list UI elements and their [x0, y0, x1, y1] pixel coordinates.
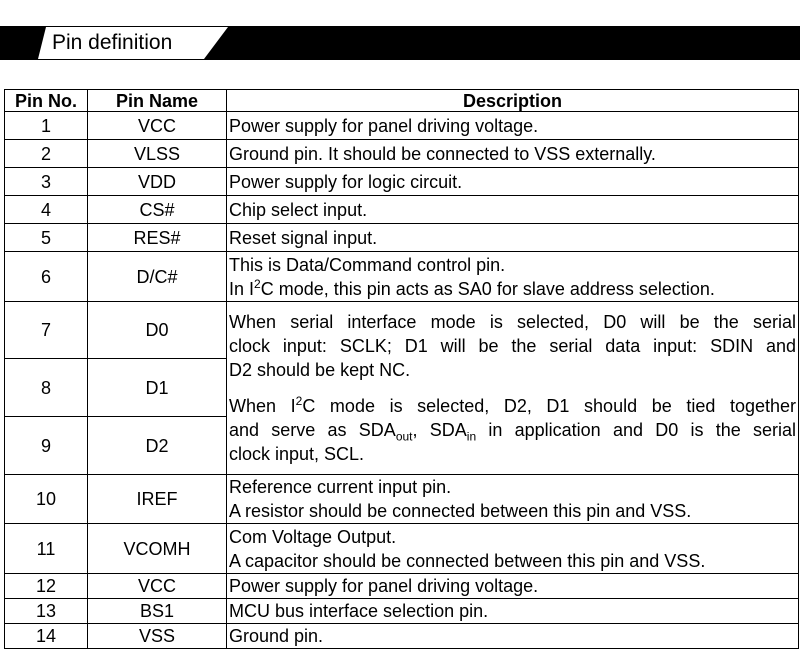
header-pin-name: Pin Name — [88, 90, 227, 112]
pin-description — [227, 475, 799, 524]
text-part: in application and D0 is the serial — [476, 420, 797, 440]
desc-line: A resistor should be connected between this pin and VSS. — [229, 501, 692, 521]
table-row — [5, 524, 799, 574]
pin-no: 8 — [5, 359, 88, 417]
pin-name: D2 — [88, 417, 227, 475]
text-part: When I — [229, 396, 296, 416]
pin-description: Reset signal input. — [227, 224, 799, 252]
table-row — [5, 624, 799, 649]
pin-name: D/C# — [88, 252, 227, 302]
desc-line — [229, 418, 796, 442]
pin-no: 14 — [5, 624, 88, 649]
text-part: C mode, this pin acts as SA0 for slave address selection. — [260, 278, 715, 299]
table-row — [5, 475, 799, 524]
pin-description: Ground pin. It should be connected to VSS externally. — [227, 140, 799, 168]
pin-name: IREF — [88, 475, 227, 524]
header-pin-no: Pin No. — [5, 90, 88, 112]
pin-no: 6 — [5, 252, 88, 302]
desc-line: clock input: SCLK; D1 will be the serial data input: SDIN and — [229, 336, 796, 356]
pin-no: 9 — [5, 417, 88, 475]
pin-description — [227, 524, 799, 574]
pin-no: 4 — [5, 196, 88, 224]
section-title: Pin definition — [52, 31, 173, 54]
table-row — [5, 196, 799, 224]
table-row — [5, 168, 799, 196]
desc-line: Reference current input pin. — [229, 477, 452, 497]
text-part: C mode is selected, D2, D1 should be tied together — [302, 396, 797, 416]
pin-description: MCU bus interface selection pin. — [227, 599, 799, 624]
serial-interface-description — [227, 302, 799, 475]
subscript: in — [466, 429, 477, 444]
pin-name: VLSS — [88, 140, 227, 168]
desc-line — [229, 394, 796, 418]
desc-line-i2c — [229, 277, 796, 301]
table-row — [5, 224, 799, 252]
pin-name: BS1 — [88, 599, 227, 624]
pin-no: 11 — [5, 524, 88, 574]
table-row — [5, 252, 799, 302]
desc-line: When serial interface mode is selected, D0 will be the serial — [229, 312, 796, 332]
desc-line: A capacitor should be connected between this pin and VSS. — [229, 550, 706, 571]
table-row — [5, 302, 799, 359]
pin-no: 3 — [5, 168, 88, 196]
text-part: and serve as SDA — [229, 420, 396, 440]
table-row — [5, 574, 799, 599]
pin-description: Power supply for logic circuit. — [227, 168, 799, 196]
desc-line: Com Voltage Output. — [229, 526, 397, 547]
superscript: 2 — [295, 394, 303, 408]
pin-name: VCC — [88, 112, 227, 140]
desc-line: D2 should be kept NC. — [229, 360, 411, 380]
table-row — [5, 599, 799, 624]
pin-no: 10 — [5, 475, 88, 524]
pin-name: D1 — [88, 359, 227, 417]
pin-definition-table — [4, 89, 799, 649]
pin-description: Ground pin. — [227, 624, 799, 649]
pin-name: RES# — [88, 224, 227, 252]
pin-description: Power supply for panel driving voltage. — [227, 112, 799, 140]
pin-no: 5 — [5, 224, 88, 252]
table-row — [5, 112, 799, 140]
subscript: out — [395, 429, 413, 444]
desc-line: This is Data/Command control pin. — [229, 254, 506, 275]
desc-line: clock input, SCL. — [229, 444, 365, 464]
table-header-row — [5, 90, 799, 112]
paragraph-gap — [229, 382, 796, 394]
pin-no: 7 — [5, 302, 88, 359]
pin-name: D0 — [88, 302, 227, 359]
pin-name: VCOMH — [88, 524, 227, 574]
pin-name: VCC — [88, 574, 227, 599]
header-description: Description — [227, 90, 799, 112]
text-part: In I — [229, 278, 255, 299]
pin-no: 12 — [5, 574, 88, 599]
pin-no: 2 — [5, 140, 88, 168]
superscript: 2 — [254, 276, 261, 291]
pin-description: Chip select input. — [227, 196, 799, 224]
text-part: , SDA — [412, 420, 467, 440]
pin-name: VDD — [88, 168, 227, 196]
pin-description: Power supply for panel driving voltage. — [227, 574, 799, 599]
pin-no: 1 — [5, 112, 88, 140]
pin-name: VSS — [88, 624, 227, 649]
table-row — [5, 140, 799, 168]
pin-name: CS# — [88, 196, 227, 224]
pin-no: 13 — [5, 599, 88, 624]
pin-description — [227, 252, 799, 302]
